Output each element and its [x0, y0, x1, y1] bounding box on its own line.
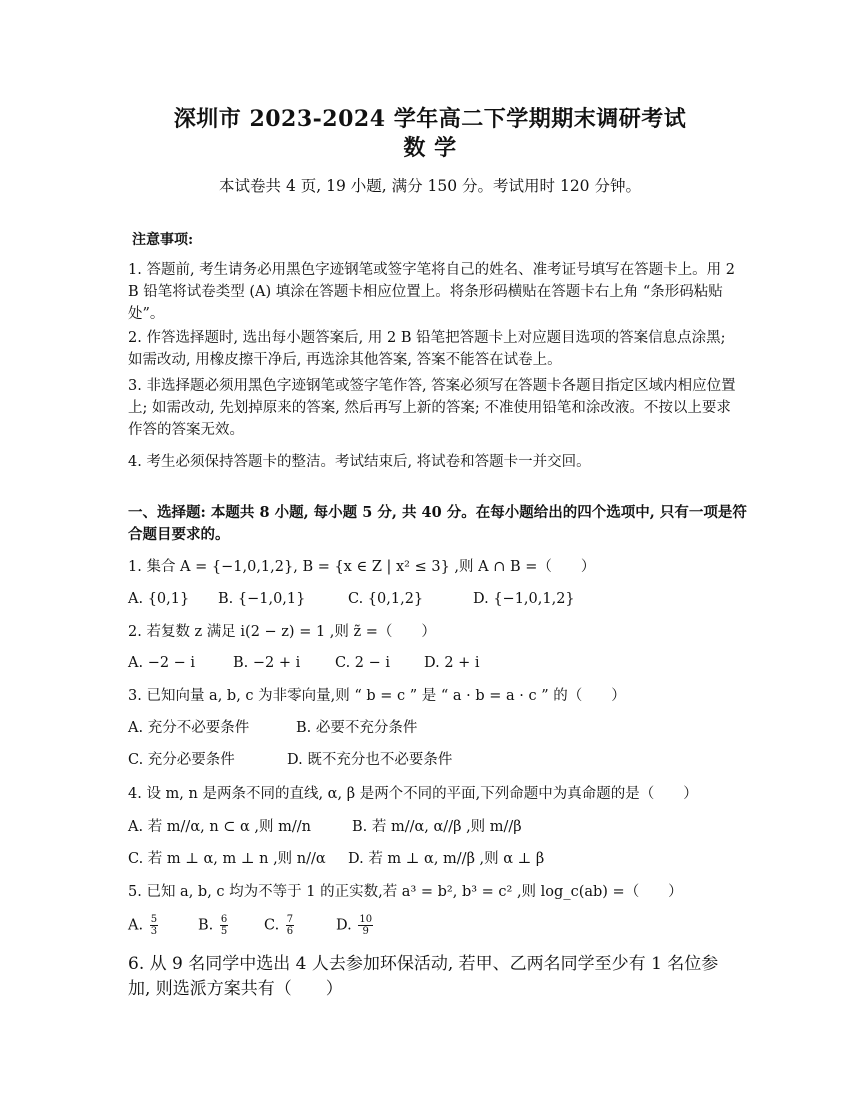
- question-3-stem: 3. 已知向量 a, b, c 为非零向量,则 “ b = c ” 是 “ a · b = a · c ” 的（ ）: [128, 688, 626, 704]
- fraction: $\frac{6}{5}$: [220, 914, 228, 937]
- question-4-option-c: C. 若 m ⊥ α, m ⊥ n ,则 n//α: [128, 851, 326, 867]
- section-heading: 一、选择题: 本题共 8 小题, 每小题 5 分, 共 40 分。在每小题给出的四个选项中, 只有一项是符合题目要求的。: [128, 504, 747, 543]
- question-5-option-a: [128, 914, 158, 937]
- note-item-2: 2. 作答选择题时, 选出每小题答案后, 用 2 B 铅笔把答题卡上对应题目选项的答案信息点涂黑; 如需改动, 用橡皮擦干净后, 再选涂其他答案, 答案不能答在试卷上。: [128, 330, 726, 368]
- fraction: $\frac{5}{3}$: [150, 914, 158, 937]
- option-label: A.: [128, 917, 144, 934]
- fraction: $\frac{10}{9}$: [359, 914, 373, 937]
- question-5-option-c: [264, 914, 294, 937]
- question-4-option-a: A. 若 m//α, n ⊂ α ,则 m//n: [128, 819, 312, 835]
- question-5-option-d: [336, 914, 373, 937]
- question-2-stem: 2. 若复数 z 满足 i(2 − z) = 1 ,则 z̃ =（ ）: [128, 624, 436, 640]
- question-5-option-b: [198, 914, 228, 937]
- question-3-option-b: B. 必要不充分条件: [296, 720, 418, 736]
- question-3-option-c: C. 充分必要条件: [128, 752, 235, 768]
- question-1-option-d: D. {−1,0,1,2}: [473, 591, 575, 607]
- notes-heading: 注意事项:: [132, 232, 194, 248]
- question-1-option-c: C. {0,1,2}: [348, 591, 424, 607]
- question-2-option-d: D. 2 + i: [424, 655, 480, 671]
- note-item-1: 1. 答题前, 考生请务必用黑色字迹钢笔或签字笔将自己的姓名、准考证号填写在答题卡上。用 2 B 铅笔将试卷类型 (A) 填涂在答题卡相应位置上。将条形码横贴在答题卡右上角 “条形码粘贴处”。: [128, 262, 735, 322]
- question-1-stem: 1. 集合 A = {−1,0,1,2}, B = {x ∈ Z | x² ≤ 3} ,则 A ∩ B =（ ）: [128, 559, 596, 575]
- option-label: C.: [264, 917, 280, 934]
- question-2-option-b: B. −2 + i: [233, 655, 301, 671]
- note-item-4: 4. 考生必须保持答题卡的整洁。考试结束后, 将试卷和答题卡一并交回。: [128, 454, 591, 470]
- exam-subject: 数 学: [403, 135, 457, 161]
- question-4-option-b: B. 若 m//α, α//β ,则 m//β: [352, 819, 522, 835]
- question-1-option-b: B. {−1,0,1}: [218, 591, 306, 607]
- question-3-option-d: D. 既不充分也不必要条件: [287, 752, 453, 768]
- question-5-stem: 5. 已知 a, b, c 均为不等于 1 的正实数,若 a³ = b², b³ = c² ,则 log_c(ab) =（ ）: [128, 884, 683, 900]
- exam-info: 本试卷共 4 页, 19 小题, 满分 150 分。考试用时 120 分钟。: [219, 177, 641, 195]
- question-6-stem: 6. 从 9 名同学中选出 4 人去参加环保活动, 若甲、乙两名同学至少有 1 名位参加, 则选派方案共有（ ）: [128, 954, 719, 999]
- note-item-3: 3. 非选择题必须用黑色字迹钢笔或签字笔作答, 答案必须写在答题卡各题目指定区域内相应位置上; 如需改动, 先划掉原来的答案, 然后再写上新的答案; 不准使用铅笔和涂改液。不按以上要求作答的答案无效。: [128, 378, 736, 438]
- option-label: D.: [336, 917, 352, 934]
- fraction: $\frac{7}{6}$: [286, 914, 294, 937]
- option-label: B.: [198, 917, 214, 934]
- question-2-option-c: C. 2 − i: [335, 655, 391, 671]
- question-3-option-a: A. 充分不必要条件: [128, 720, 250, 736]
- question-4-stem: 4. 设 m, n 是两条不同的直线, α, β 是两个不同的平面,下列命题中为真命题的是（ ）: [128, 786, 698, 802]
- question-4-option-d: D. 若 m ⊥ α, m//β ,则 α ⊥ β: [348, 851, 545, 867]
- question-1-option-a: A. {0,1}: [128, 591, 190, 607]
- exam-title: 深圳市 2023-2024 学年高二下学期期末调研考试: [173, 106, 687, 132]
- question-2-option-a: A. −2 − i: [128, 655, 196, 671]
